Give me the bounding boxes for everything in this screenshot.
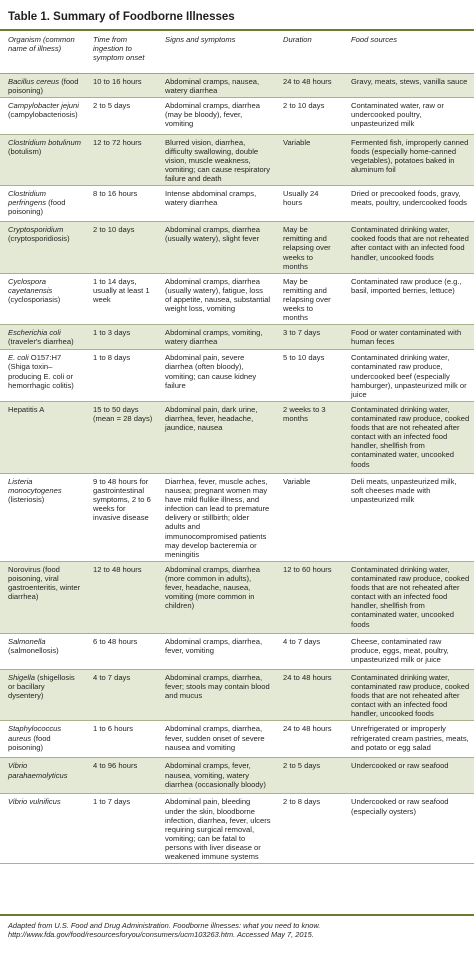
cell-organism (0, 669, 85, 721)
cell-organism (0, 401, 85, 473)
organism-rest: (cryptosporidiosis) (8, 234, 70, 244)
table-row (0, 758, 474, 794)
cell-signs: Abdominal cramps, diarrhea (usually watery), slight fever (157, 222, 275, 274)
cell-signs: Abdominal pain, severe diarrhea (often bloody), vomiting; can cause kidney failure (157, 350, 275, 402)
organism-rest: (food poisoning) (8, 198, 66, 217)
cell-food: Contaminated drinking water, contaminated raw produce, cooked foods that are not reheated after contact with an infected food handler, shellfish from contaminated water, uncooked foods (343, 401, 474, 473)
cell-duration: 2 weeks to 3 months (275, 401, 343, 473)
cell-organism (0, 561, 85, 633)
cell-duration: Usually 24 hours (275, 186, 343, 222)
cell-food: Food or water contaminated with human feces (343, 325, 474, 350)
cell-duration: 24 to 48 hours (275, 721, 343, 758)
cell-time: 1 to 7 days (85, 794, 157, 864)
cell-signs: Abdominal pain, dark urine, diarrhea, fever, headache, jaundice, nausea (157, 401, 275, 473)
table-row (0, 325, 474, 350)
table-row (0, 633, 474, 669)
cell-time: 10 to 16 hours (85, 73, 157, 97)
cell-time: 12 to 48 hours (85, 561, 157, 633)
cell-time: 6 to 48 hours (85, 633, 157, 669)
cell-duration: May be remitting and relapsing over weeks to months (275, 273, 343, 325)
table-row (0, 134, 474, 186)
table-row (0, 561, 474, 633)
cell-food: Undercooked or raw seafood (343, 758, 474, 794)
organism-italic: Escherichia coli (8, 328, 61, 338)
organism-italic: Bacillus cereus (8, 76, 60, 86)
cell-duration: 12 to 60 hours (275, 561, 343, 633)
cell-duration: May be remitting and relapsing over weeks to months (275, 222, 343, 274)
table-title: Table 1. Summary of Foodborne Illnesses (0, 0, 474, 31)
table-row (0, 73, 474, 97)
cell-duration: 3 to 7 days (275, 325, 343, 350)
cell-food: Contaminated drinking water, cooked foods that are not reheated after contact with an infected food handler, uncooked foods (343, 222, 474, 274)
cell-duration: 24 to 48 hours (275, 73, 343, 97)
cell-organism (0, 73, 85, 97)
organism-italic: Cyclospora cayetanensis (8, 276, 53, 295)
header-organism: Organism (common name of illness) (0, 31, 85, 73)
organism-rest: O157:H7 (Shiga toxin–producing E. coli or hemorrhagic colitis) (8, 353, 74, 390)
cell-food: Contaminated raw produce (e.g., basil, imported berries, lettuce) (343, 273, 474, 325)
table-row (0, 222, 474, 274)
table-row (0, 186, 474, 222)
cell-signs: Abdominal cramps, diarrhea (usually watery), fatigue, loss of appetite, nausea, substantial weight loss, vomiting (157, 273, 275, 325)
organism-italic: E. coli (8, 353, 29, 363)
header-time: Time from ingestion to symptom onset (85, 31, 157, 73)
cell-signs: Intense abdominal cramps, watery diarrhea (157, 186, 275, 222)
cell-organism (0, 97, 85, 134)
organism-rest: (food poisoning) (8, 76, 79, 95)
cell-signs: Abdominal cramps, fever, nausea, vomiting, watery diarrhea (occasionally bloody) (157, 758, 275, 794)
organism-italic: Clostridium perfringens (8, 189, 46, 208)
organism-italic: Campylobacter jejuni (8, 100, 79, 110)
header-signs: Signs and symptoms (157, 31, 275, 73)
organism-rest: Hepatitis A (8, 404, 45, 414)
cell-time: 4 to 7 days (85, 669, 157, 721)
cell-time: 1 to 3 days (85, 325, 157, 350)
table-row (0, 273, 474, 325)
organism-italic: Listeria monocytogenes (8, 476, 62, 496)
cell-food: Unrefrigerated or improperly refrigerated cream pastries, meats, and potato or egg salad (343, 721, 474, 758)
cell-organism (0, 350, 85, 402)
table-row (0, 669, 474, 721)
cell-organism (0, 186, 85, 222)
cell-food: Fermented fish, improperly canned foods (especially home-canned vegetables), potatoes baked in aluminum foil (343, 134, 474, 186)
cell-time: 12 to 72 hours (85, 134, 157, 186)
cell-organism (0, 721, 85, 758)
cell-food: Contaminated drinking water, contaminated raw produce, undercooked beef (especially hamburger), unpasteurized milk or juice (343, 350, 474, 402)
organism-rest: (listeriosis) (8, 495, 45, 505)
organism-rest: (campylobacteriosis) (8, 109, 78, 119)
table-footnote: Adapted from U.S. Food and Drug Administration. Foodborne illnesses: what you need to know. http://www.fda.gov/food/resourcesforyou/consumers/ucm103263.htm. Accessed May 7, 2015. (0, 914, 474, 940)
cell-food: Dried or precooked foods, gravy, meats, poultry, undercooked foods (343, 186, 474, 222)
cell-organism (0, 473, 85, 561)
cell-signs: Blurred vision, diarrhea, difficulty swallowing, double vision, muscle weakness, vomiting; can cause respiratory failure and death (157, 134, 275, 186)
table-row (0, 401, 474, 473)
cell-food: Contaminated drinking water, contaminated raw produce, cooked foods that are not reheated after contact with an infected food handler, shellfish from contaminated water, uncooked foods (343, 561, 474, 633)
header-food: Food sources (343, 31, 474, 73)
cell-signs: Abdominal cramps, diarrhea, fever, vomiting (157, 633, 275, 669)
cell-organism (0, 273, 85, 325)
table-row (0, 794, 474, 864)
cell-food: Contaminated drinking water, contaminated raw produce, cooked foods that are not reheated after contact with an infected food handler, uncooked foods (343, 669, 474, 721)
cell-food: Cheese, contaminated raw produce, eggs, meat, poultry, unpasteurized milk or juice (343, 633, 474, 669)
cell-food: Gravy, meats, stews, vanilla sauce (343, 73, 474, 97)
cell-time: 15 to 50 days (mean = 28 days) (85, 401, 157, 473)
illness-table (0, 31, 474, 864)
cell-signs: Diarrhea, fever, muscle aches, nausea; pregnant women may have mild flulike illness, and infection can lead to premature delivery or stillbirth; older adults and immunocompromised patients may develop bacteremia or meningitis (157, 473, 275, 561)
cell-food: Undercooked or raw seafood (especially oysters) (343, 794, 474, 864)
organism-italic: Clostridium botulinum (8, 137, 82, 147)
organism-rest: (traveler's diarrhea) (8, 337, 74, 347)
cell-signs: Abdominal cramps, vomiting, watery diarrhea (157, 325, 275, 350)
table-row (0, 350, 474, 402)
cell-signs: Abdominal cramps, diarrhea (may be bloody), fever, vomiting (157, 97, 275, 134)
cell-organism (0, 222, 85, 274)
organism-rest: (shigellosis or bacillary dysentery) (8, 672, 75, 701)
cell-organism (0, 325, 85, 350)
cell-duration: 2 to 8 days (275, 794, 343, 864)
organism-italic: Shigella (8, 672, 36, 682)
cell-food: Deli meats, unpasteurized milk, soft cheeses made with unpasteurized milk (343, 473, 474, 561)
cell-duration: 24 to 48 hours (275, 669, 343, 721)
header-row (0, 31, 474, 73)
cell-time: 9 to 48 hours for gastrointestinal symptoms, 2 to 6 weeks for invasive disease (85, 473, 157, 561)
organism-italic: Salmonella (8, 636, 46, 646)
cell-duration: 4 to 7 days (275, 633, 343, 669)
table-row (0, 97, 474, 134)
organism-rest: (salmonellosis) (8, 646, 59, 655)
cell-time: 4 to 96 hours (85, 758, 157, 794)
cell-signs: Abdominal cramps, diarrhea, fever; stools may contain blood and mucus (157, 669, 275, 721)
cell-duration: 2 to 10 days (275, 97, 343, 134)
table-body (0, 73, 474, 864)
cell-time: 2 to 10 days (85, 222, 157, 274)
cell-signs: Abdominal pain, bleeding under the skin, bloodborne infection, diarrhea, fever, ulcers requiring surgical removal, vomiting; can be fatal to persons with liver disease or weakened immune systems (157, 794, 275, 864)
table-row (0, 721, 474, 758)
cell-organism (0, 134, 85, 186)
cell-organism (0, 794, 85, 864)
organism-italic: Vibrio parahaemolyticus (8, 761, 68, 780)
header-duration: Duration (275, 31, 343, 73)
cell-organism (0, 758, 85, 794)
cell-organism (0, 633, 85, 669)
cell-time: 1 to 6 hours (85, 721, 157, 758)
organism-italic: Staphylococcus aureus (8, 724, 62, 743)
organism-rest: Norovirus (food poisoning, viral gastroenteritis, winter diarrhea) (8, 564, 81, 602)
cell-time: 1 to 14 days, usually at least 1 week (85, 273, 157, 325)
cell-signs: Abdominal cramps, nausea, watery diarrhea (157, 73, 275, 97)
cell-duration: Variable (275, 134, 343, 186)
organism-rest: (food poisoning) (8, 733, 51, 752)
cell-duration: 5 to 10 days (275, 350, 343, 402)
cell-time: 1 to 8 days (85, 350, 157, 402)
organism-italic: Cryptosporidium (8, 225, 64, 235)
cell-food: Contaminated water, raw or undercooked poultry, unpasteurized milk (343, 97, 474, 134)
cell-signs: Abdominal cramps, diarrhea (more common in adults), fever, headache, nausea, vomiting (more common in children) (157, 561, 275, 633)
organism-rest: (cyclosporiasis) (8, 295, 61, 305)
cell-duration: 2 to 5 days (275, 758, 343, 794)
organism-italic: Vibrio vulnificus (8, 797, 61, 807)
cell-signs: Abdominal cramps, diarrhea, fever, sudden onset of severe nausea and vomiting (157, 721, 275, 758)
cell-duration: Variable (275, 473, 343, 561)
cell-time: 8 to 16 hours (85, 186, 157, 222)
cell-time: 2 to 5 days (85, 97, 157, 134)
organism-rest: (botulism) (8, 146, 42, 156)
table-row (0, 473, 474, 561)
